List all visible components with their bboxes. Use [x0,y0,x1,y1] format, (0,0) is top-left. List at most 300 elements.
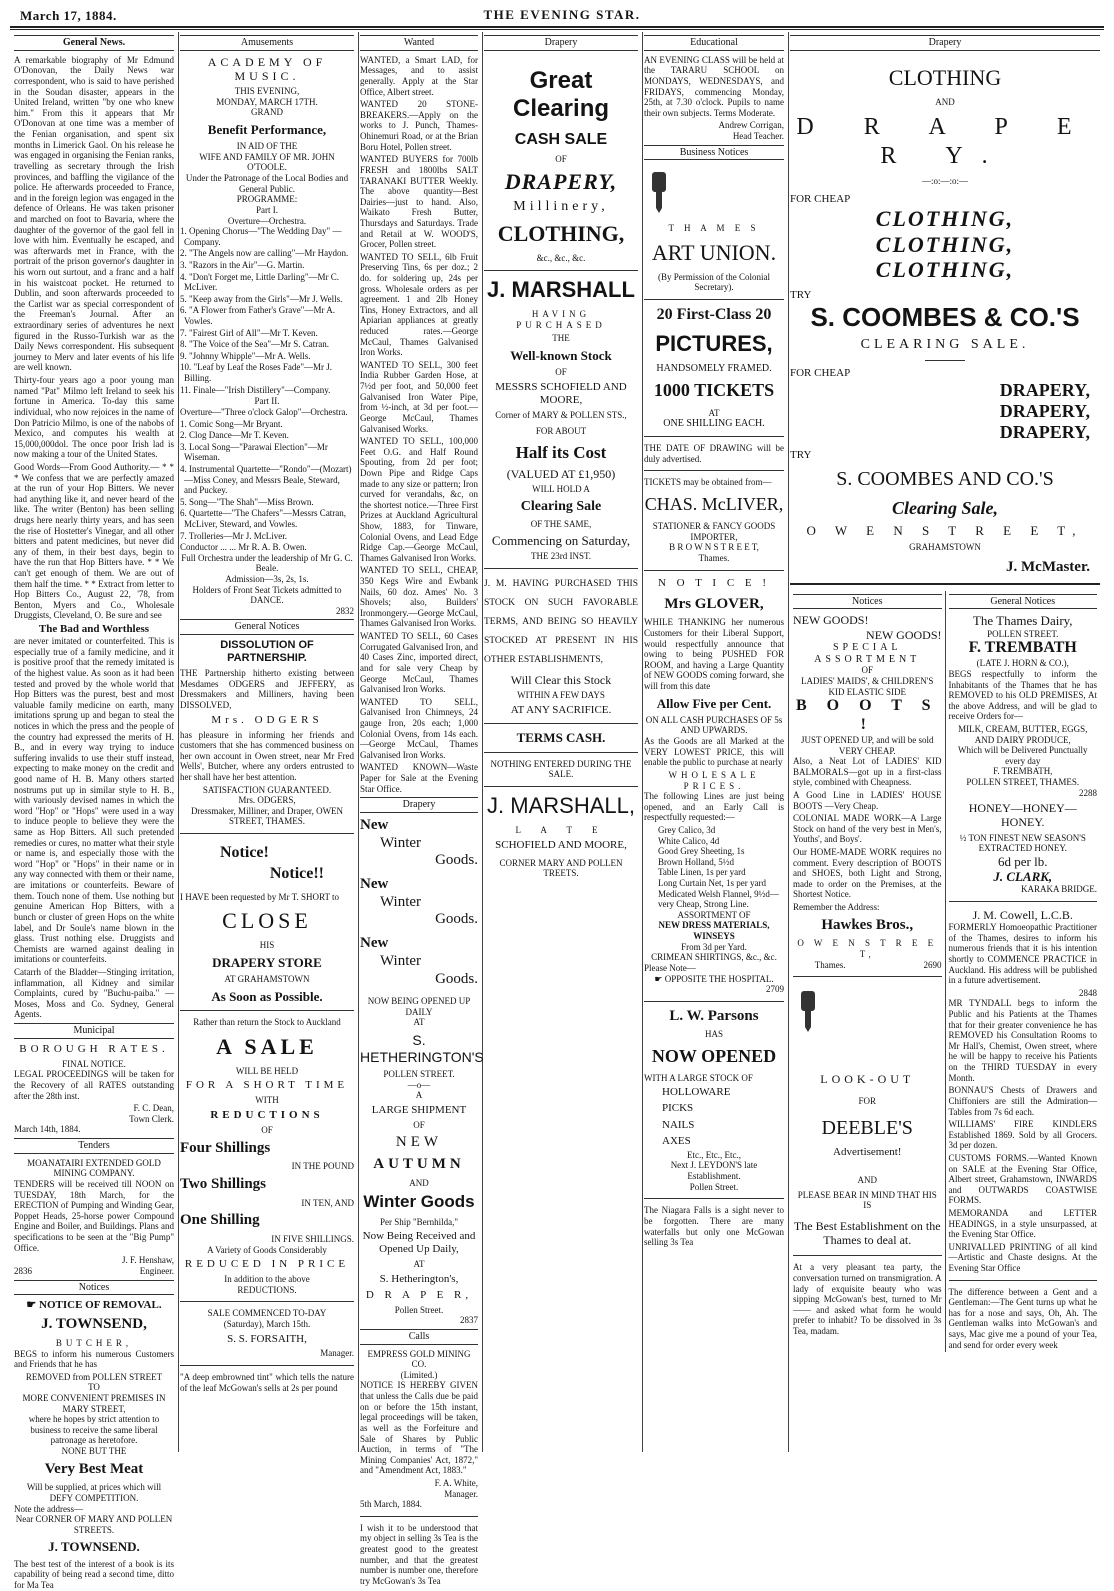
new-4: NEW [395,1134,443,1151]
this-evening: THIS EVENING, [234,86,300,97]
j-marshall-2: J. MARSHALL, [487,792,635,818]
wanted-ad: WANTED TO SELL, 6lb Fruit Preserving Tins, 6s per doz.; 2 do. for soldering up, 24s per gross. Wholesale orders as per agreement. 1 and 2lb Honey Tins, Honey Extractors, and all Apiarian appliances at greatly reduced rates.—George McCaul, Thames Galvanised Iron Works. [360,251,478,358]
jm-cowell: J. M. Cowell, L.C.B. [972,908,1073,922]
his-word: HIS [259,940,275,951]
goods-3: Goods. [435,970,478,987]
section-tenders: Tenders [14,1138,174,1154]
removal-line-3: MORE CONVENIENT PREMISES IN MARY STREET, [22,1393,166,1414]
jm-purchased: J. M. HAVING PURCHASED THIS STOCK ON SUCH FAVORABLE TERMS, AND BEING SO HEAVILY STOCKED AT PRESENT IN HIS OTHER ESTABLISHMENTS, [484,578,638,665]
otoole-family: WIFE AND FAMILY OF MR. JOHN O'TOOLE. [199,151,335,173]
removal-line-7: Note the address— [14,1503,83,1514]
removal-title: ☛ NOTICE OF REMOVAL. [26,1299,162,1312]
article-catarrh: Catarrh of the Bladder—Stinging irritation, inflammation, all Kidney and similar Complaints, cured by "Buchu-paiba." —Moses, Moss and Co. Sydney, General Agents. [14,966,174,1020]
notice-label: N O T I C E ! [657,576,771,589]
calls-body: NOTICE IS HEREBY GIVEN that unless the Calls due be paid on or before the 15th instant, legal proceedings will be taken, as well as the Forfeiture and Sale of Shares by Public Auction, in terms of "The Mining Companies' Act, 1872," and "Amendment Act, 1883." [360,1380,478,1476]
wanted-ad: WANTED KNOWN—Waste Paper for Sale at the Evening Star Office. [360,762,478,794]
etc-label: Etc., Etc., Etc., [687,1149,741,1160]
within-few-days: WITHIN A FEW DAYS [517,689,605,700]
new-1: New [360,817,389,834]
column-2 [180,32,359,1452]
customs-forms: CUSTOMS FORMS.—Wanted Known on SALE at the Evening Star Office, Albert street, Grahamstown, INWARDS and OUTWARDS COASTWISE FORMS. [948,1152,1097,1206]
newspaper-title: THE EVENING STAR. [483,7,641,22]
column-6 [790,32,1100,1452]
wholesale-prices: WHOLESALE PRICES. [668,769,760,791]
section-drapery-2: Drapery [484,35,638,51]
nothing-entered: NOTHING ENTERED DURING THE SALE. [490,758,632,780]
variety-goods: A Variety of Goods Considerably [207,1244,327,1255]
hetherington-2: S. Hetherington's, [379,1272,459,1285]
and-label: AND [935,96,955,107]
pointing-hand-icon [644,170,674,214]
section-general-notices: General Notices [180,619,354,635]
remember-address: Remember the Address: [793,902,880,913]
clearing-sale: Clearing Sale [520,498,602,514]
final-notice: FINAL NOTICE. [62,1058,126,1069]
programme-item: 4. Instrumental Quartette—"Rondo"—(Mozart)—Miss Coney, and Messrs Beale, Steward, and Puckey. [180,463,352,496]
col3-footer: I wish it to be understood that my object in selling 3s Tea is the greatest good to the greatest number, and that the greatest number is number one, therefore try McGowan's 3s Tea [360,1522,478,1586]
wanted-ad: WANTED TO SELL, 100,000 Feet O.G. and Half Round Spouting, from 2d per foot; Down Pipe and Ridge Caps made to any size or pattern; Iron curved for verandahs, &c, on the shortest notice.—Three First Prizes at Auckland Agricultural Show, 1883, for Tinware, Colonial Ovens, and Lead Edge Ridge Cap.—George McCaul, Thames Galvanised Iron Works. [360,436,478,563]
at-label: AT [413,1017,425,1028]
s-coombes: S. COOMBES & CO.'S [810,302,1080,333]
please-note: Please Note— [644,962,696,973]
section-wanted: Wanted [360,35,478,51]
two-shillings: Two Shillings [180,1175,267,1192]
pointing-hand-icon: ☛ [26,1299,40,1312]
following-lines: The following Lines are just being opened, and an Early Call is respectfully requested:— [644,791,784,823]
wanted-ad: WANTED TO SELL, 300 feet India Rubber Garden Hose, at 7½d per foot, and 50,000 feet Galvanised Iron Water Pipe, from ½-inch, at 3d per foot.—George McCaul, Thames Galvanised Works. [360,359,478,434]
col5-footer: The Niagara Falls is a sight never to be forgotten. There are many waterfalls but only one McGowan selling 3s Tea [644,1205,784,1248]
date-of-drawing: THE DATE OF DRAWING will be duly advertised. [644,443,784,464]
great-clearing: Great Clearing [512,66,610,123]
hetherington: S. HETHERINGTON'S [360,1032,484,1065]
programme-part-2 [180,407,354,541]
for-short-time: FOR A SHORT TIME [185,1079,349,1092]
for-cheap: FOR CHEAP [790,192,851,205]
brown-street: B R O W N S T R E E T, [669,542,759,553]
with-large-stock: WITH A LARGE STOCK OF [644,1073,753,1084]
goods-1: Goods. [435,852,478,869]
tender-company: MOANATAIRI EXTENDED GOLD MINING COMPANY. [27,1157,161,1179]
of-word: OF [261,1125,273,1135]
list-item: Good Grey Sheeting, 1s [658,846,745,857]
divider: —o— [407,1079,431,1090]
mrs-odgers: Mrs. ODGERS [211,713,323,726]
section-general-notices-2: General Notices [949,594,1098,610]
please-bear: PLEASE BEAR IN MIND THAT HIS IS [797,1189,937,1211]
will-hold: WILL HOLD A [532,484,590,495]
winter-goods: Winter Goods [363,1192,475,1212]
the-label: THE [552,333,570,344]
section-amusements: Amusements [180,35,354,51]
programme-item: 1. Comic Song—Mr Bryant. [180,418,283,429]
per-ship: Per Ship "Bernhilda," [379,1216,459,1227]
list-item: Medicated Welsh Flannel, 9½d—very Cheap, Strong Line. [658,888,779,910]
townsend-signature: J. TOWNSEND. [48,1539,140,1555]
evening-class: AN EVENING CLASS will be held at the TARARU SCHOOL on MONDAYS, WEDNESDAYS, and FRIDAYS, commencing Monday, 25th, at 7.30 o'clock. Pupils to name their own subjects. Terms Moderate. [644,54,784,118]
list-item: Table Linen, 1s per yard [658,867,746,878]
winter-2: Winter [380,893,422,910]
millinery: Millinery, [513,198,609,214]
thames-dairy: The Thames Dairy, [972,613,1073,629]
stationer: STATIONER & FANCY GOODS IMPORTER, [652,521,776,542]
general-notices-sub [946,591,1101,1353]
draper: D R A P E R, [365,1288,473,1301]
notice-2: Notice!! [269,864,324,882]
list-item: Grey Calico, 3d [658,824,716,835]
clothing: CLOTHING, [497,221,625,247]
dissolution-body: THE Partnership hitherto existing between Mesdames ODGERS and JEFFERY, as Dressmakers and Milliners, having been DISSOLVED, [180,668,354,711]
programme-item: 7. Trolleries—Mr J. McLiver. [180,530,287,541]
programme-item: 7. "Fairest Girl of All"—Mr T. Keven. [180,327,318,338]
cash-purchases: ON ALL CASH PURCHASES OF 5s AND UPWARDS. [645,714,783,736]
programme-item: 11. Finale—"Irish Distillery"—Company. [180,384,331,395]
thames-label: T H A M E S [668,223,760,234]
removal-line-5: NONE BUT THE [61,1446,127,1457]
j-marshall: J. MARSHALL [487,276,635,302]
has-label: HAS [704,1029,723,1040]
issue-date: March 17, 1884. [20,8,117,23]
section-drapery: Drapery [360,797,478,813]
coombes-and-co: S. COOMBES AND CO.'S [836,468,1054,491]
assortment: ASSORTMENT OF [677,909,751,920]
article-odonovan: A remarkable biography of Mr Edmund O'Donovan, the Daily News war correspondent, who is said to have perished in the Soudan disaster, appears in the United Ireland, written "by one who knew him." From this it appears that Mr O'Donovan at one time was a member of the Fenian organisation, and spent six months in Limerick Gaol. On his release he was engaged in organising the Fenian ranks, travelling as secretary through the Irish provinces, and baffling the vigilance of the police. He afterwards proceeded to France, and in the foreign legion was engaged in the defence of Orleans. He was taken prisoner and marched on foot to Bavaria, where the daughter of the governor of the gaol fell in love with him. Eventually he escaped, and was afterwards met in France, with the portrait of the prison governor's daughter in his worn out surtout, and a franc and a half in his waistcoat pocket. He returned to Dublin, and soon afterwards proceeded to the Carlist war as special correspondent of the Freeman's Journal. After an extraordinary series of adventures he next figured in the Russo-Turkish war as the Daily News correspondent. His subsequent journey to Merv and later events of his life are well known. [14,54,174,373]
commencing: Commencing on Saturday, [491,532,631,548]
section-calls: Calls [360,1329,478,1345]
winter-3: Winter [380,952,422,969]
dairy-street: POLLEN STREET. [987,628,1059,639]
removal-body: BEGS to inform his numerous Customers and Friends that he has [14,1348,174,1370]
front-seat: Holders of Front Seat Tickets admitted to DANCE. [192,584,342,606]
thousand-tickets: 1000 TICKETS [653,380,775,401]
col6b-footer: The difference between a Gent and a Gentleman:—The Gent turns up what he has for a nose and says, Oh, Ah. The Gentleman walks into McGowan's and says, Mac give me a pound of your Tea, and send for order every week [948,1286,1097,1350]
clothing-3: CLOTHING, [875,257,1015,283]
wanted-ad: WANTED 20 STONE-BREAKERS.—Apply on the works to J. Punch, Thames-Ohinemuri Road, or at the Brian Boru Hotel, Pollen street. [360,99,478,152]
programme-item: 5. "Keep away from the Girls"—Mr J. Wells. [180,293,343,304]
grand-label: GRAND [250,107,283,118]
programme-item: 4. "Don't Forget me, Little Darling"—Mr C. McLiver. [180,271,340,293]
programme-label: PROGRAMME: [236,194,298,205]
of-label: OF [555,154,567,165]
next-leydon: Next J. LEYDON'S late Establishment. [670,1160,758,1182]
overture-1: Overture—Orchestra. [227,215,307,226]
clothing-heading: CLOTHING [888,64,1002,90]
will-clear: Will Clear this Stock [510,672,612,687]
cowell-number: 2848 [1079,987,1097,998]
try-label-2: TRY [790,449,812,462]
part-2-label: Part II. [254,396,280,407]
col2-footer: "A deep embrowned tint" which tells the nature of the leaf McGowan's sells at 2s per pound [180,1372,354,1393]
at-label-2: AT [413,1259,425,1270]
section-municipal: Municipal [14,1023,174,1039]
clearing-sale-italic: Clearing Sale, [891,497,998,518]
limited: (Limited.) [400,1369,438,1380]
unrivalled-printing: UNRIVALLED PRINTING of all kind —Artistic and Chaste designs. At the Evening Star Office [948,1241,1097,1274]
rates-body: LEGAL PROCEEDINGS will be taken for the Recovery of all RATES outstanding after the 28th inst. [14,1069,174,1101]
late-horn: (LATE J. HORN & CO.), [976,658,1069,669]
colonial-work: COLONIAL MADE WORK—A Large Stock on hand of the very best in Men's, Youths', and Boys'. [793,813,942,845]
tender-role: Engineer. [139,1265,174,1276]
permission: (By Permission of the Colonial Secretary). [658,271,770,293]
section-business: Business Notices [644,145,784,161]
heading-bad-worthless: The Bad and Worthless [38,623,150,636]
crimean: CRIMEAN SHIRTINGS, &c., &c. [651,952,777,963]
list-item: AXES [662,1135,691,1148]
tender-body: TENDERS will be received till NOON on TUESDAY, 18th March, for the ERECTION of Pumping and Winding Gear, Poppet Heads, 25-horse power Compound Engine and Boiler, and Buildings. Plans and specifications to be seen at the "Big Pump" Office. [14,1179,174,1253]
tyndall: MR TYNDALL begs to inform the Public and his Patients at the Thames that for their greater convenience he has REMOVED his Consultation Rooms to Mr Hall's, Chemist, Owen street, where he will be happy to receive his Patients on the THIRD TUESDAY in every Month. [948,998,1097,1083]
drapery-number: 2837 [460,1315,478,1326]
masthead-rule [10,26,1104,30]
goods-marked: As the Goods are all Marked at the VERY LOWEST PRICE, this will enable the public to purchase at nearly [644,736,784,768]
column-1 [14,32,179,1590]
townsend-trade: BUTCHER, [55,1337,133,1348]
j-clark: J. CLARK, [993,869,1053,885]
removal-line-1: REMOVED from POLLEN STREET [25,1371,163,1382]
admission: Admission—3s, 2s, 1s. [225,574,309,585]
pollen-street: Pollen Street. [689,1181,739,1192]
edu-role: Head Teacher. [732,131,784,142]
orchestra: Full Orchestra under the leadership of Mr G. C. Beale. [181,552,353,574]
programme-item: 6. "A Flower from Father's Grave"—Mr A. Vowles. [180,305,335,327]
odgers-trade: Dressmaker, Milliner, and Draper, OWEN STREET, THAMES. [190,805,344,827]
a-sale: A SALE [216,1033,318,1059]
late: L A T E [515,824,607,835]
column-3 [360,32,484,1586]
notice-1: Notice! [220,844,269,862]
autumn: AUTUMN [373,1156,465,1173]
deebles: DEEBLE'S [821,1116,913,1139]
a-label: A [415,1090,423,1101]
article-milmo: Thirty-four years ago a poor young man named "Pat" Milmo left Ireland to seek his fortune in America. To-day this same individual, who now rejoices in the name of Don Patricio Milmo, is one of the nabobs of Mexico, and computes his wealth at 15,000,000dol. The once poor Irish lad is now making a tour of the United States. [14,375,174,460]
programme-item: 1. Opening Chorus—"The Wedding Day" —Company. [180,226,342,247]
any-sacrifice: AT ANY SACRIFICE. [510,704,612,717]
drapery-word: DRAPERY, [504,168,618,194]
honey: HONEY—HONEY—HONEY. [968,801,1077,830]
townsend-name: J. TOWNSEND, [41,1316,147,1333]
of-label: OF [861,665,873,676]
notice-body: I HAVE been requested by Mr T. SHORT to [180,891,340,902]
in-aid-of: IN AID OF THE [236,141,298,152]
forsaith-role: Manager. [320,1348,354,1359]
satisfaction: SATISFACTION GUARANTEED. [202,784,332,795]
wanted-ad: WANTED, a Smart LAD, for Messages, and to assist generally. Apply at the Star Office, Albert street. [360,54,478,97]
for-about: FOR ABOUT [535,426,587,437]
programme-item: 2. "The Angels now are calling"—Mr Haydon. [180,248,349,259]
advertisement: Advertisement! [833,1146,902,1159]
best-establishment: The Best Establishment on the Thames to deal at. [793,1218,941,1248]
boots: B O O T S ! [795,697,939,734]
part-1-label: Part I. [256,204,278,215]
empress-title: EMPRESS GOLD MINING CO. [367,1348,471,1370]
programme-item: 3. Local Song—"Parawai Election"—Mr Wiseman. [180,441,328,463]
one-shilling: One Shilling [180,1212,260,1229]
in-five: IN FIVE SHILLINGS. [271,1233,354,1244]
calls-role: Manager. [444,1488,478,1499]
owen-street: O W E N S T R E E T, [806,523,1084,539]
karaka-bridge: KARAKA BRIDGE. [1020,884,1097,895]
ladies-boots: LADIES' MAIDS', & CHILDREN'S KID ELASTIC SIDE [801,675,934,697]
williams-kindlers: WILLIAMS' FIRE KINDLERS Established 1869. Sold by all Grocers. 3d per dozen. [948,1119,1097,1151]
borough-rates-title: BOROUGH RATES. [19,1042,169,1055]
one-shilling-each: ONE SHILLING EACH. [663,418,765,430]
special-assortment: SPECIAL ASSORTMENT [814,641,921,665]
col1-footer: The best test of the interest of a book is its capability of being read a second time, ditto for Ma Tea [14,1558,174,1590]
of-the-same: OF THE SAME, [530,519,592,530]
from-price: From 3d per Yard. [681,941,747,952]
close-word: CLOSE [222,908,312,934]
forsaith: S. S. FORSAITH, [227,1332,307,1345]
chas-mcliver: CHAS. McLIVER, [644,493,784,514]
handsomely-framed: HANDSOMELY FRAMED. [656,362,772,374]
art-union: ART UNION. [651,239,777,265]
article-imitations: are never imitated or counterfeited. This is especially true of a family medicine, and it is positive proof that the remedy imitated is of the highest value. As soon as it had been tested and proved by the whole world that Hop Bitters was the purest, best and most valuable family medicine on earth, many imitations sprung up and began to steal the notices in which the press and the people of the country had expressed the merits of H. B., and in every way trying to induce suffering invalids to use their stuff instead, expecting to make money on the credit and good name of H. B. Many others started nostrums put up in similar style to H. B., with variously devised names in which the word "Hop" or "Hops" were used in a way to induce people to believe they were the same as Hop Bitters. All such pretended remedies or cures, no matter what their style or name is, and especially those with the word "Hop" or "Hops" in their name or in any way connected with them or their name, are imitations or counterfeits. Beware of them. Touch none of them. Use nothing but genuine American Hop Bitters, with a bunch or cluster of green Hops on the white label, and Dr Soule's name blown in the glass. Trust nothing else. Druggists and Chemists are warned against dealing in imitations or counterfeits. [14,636,174,965]
programme-item: 6. Quartette—"The Chafers"—Messrs Catran, McLiver, Steward, and Vowles. [180,508,347,529]
for-cheap-2: FOR CHEAP [790,366,851,379]
rather-than-return: Rather than return the Stock to Auckland [193,1017,341,1028]
programme-item: Overture—"Three o'clock Galop"—Orchestra. [180,406,348,417]
clearing-sale-label: CLEARING SALE. [860,337,1030,353]
mrs-glover: Mrs GLOVER, [664,595,764,612]
list-item: White Calico, 4d [658,835,720,846]
twenty-first-class: 20 First-Class 20 [656,305,772,323]
four-shillings: Four Shillings [180,1139,271,1156]
half-its-cost: Half its Cost [515,442,607,462]
event-date: MONDAY, MARCH 17TH. [216,96,318,107]
drapery-3: DRAPERY, [999,422,1090,443]
programme-item: 9. "Johnny Whipple"—Mr A. Wells. [180,350,311,361]
hawkes-number: 2690 [923,959,942,970]
new-3: New [360,935,389,952]
ton-honey: ½ TON FINEST NEW SEASON'S EXTRACTED HONEY. [959,832,1086,854]
drapery-store: DRAPERY STORE [212,955,322,971]
cash-sale: CASH SALE [514,131,608,149]
glover-body: WHILE THANKING her numerous Customers for their Liberal Support, would respectfully announce that owing to being PUSHED FOR ROOM, and having a Large Quantity of NEW GOODS coming forward, she will from this date [644,617,784,691]
programme-item: 2. Clog Dance—Mr T. Keven. [180,430,289,441]
home-made: Our HOME-MADE WORK requires no comment. Every description of BOOTS and SHOES, both Light and Strong, made to order on the Premises, at the Shortest Notice. [793,847,942,900]
bonnau: BONNAU'S Chests of Drawers and Chiffoniers are still the Admiration—Tables from 7s 6d each. [948,1085,1097,1117]
removal-line-6: Will be supplied, at prices which will DEFY COMPETITION. [26,1482,162,1503]
terms-cash: TERMS CASH. [516,730,606,746]
removal-line-2: TO [88,1382,100,1393]
column-4 [484,32,643,1452]
will-be-held: WILL BE HELD [235,1065,299,1076]
list-item: Brown Holland, 5½d [658,856,734,867]
date-23rd: THE 23rd INST. [530,551,592,562]
town-clerk-role: Town Clerk. [129,1113,174,1124]
patronage: Under the Patronage of the Local Bodies and General Public. [185,173,349,194]
programme-item: 10. "Leaf by Leaf the Roses Fade"—Mr J. Billing. [180,362,333,384]
goods-2: Goods. [435,911,478,928]
odgers-signature: Mrs. ODGERS, [238,795,296,806]
valued: (VALUED AT £1,950) [506,466,616,481]
clothing-2: CLOTHING, [875,231,1015,257]
notices-sub [790,591,946,1353]
calls-date: 5th March, 1884. [360,1499,422,1510]
odgers-body: has pleasure in informing her friends and customers that she has commenced business on her own account in Owen street, near Mr Fred Wells', Butcher, where any orders entrusted to her shall have her best attention. [180,729,354,783]
of-label-2: OF [555,367,567,378]
divider: —:o:—:o:— [921,175,968,186]
programme-item: 5. Song—"The Shah"—Miss Brown. [180,496,314,507]
corner: Corner of MARY & POLLEN STS., [495,409,627,420]
sale-commenced: SALE COMMENCED TO-DAY [207,1308,327,1319]
and-label: AND [409,1177,429,1188]
drapery-1: DRAPERY, [999,379,1090,400]
new-goods-1: NEW GOODS! [793,613,869,628]
clothing-1: CLOTHING, [875,205,1015,231]
list-item: PICKS [662,1102,694,1115]
in-ten: IN TEN, AND [301,1197,354,1208]
bottom-split [790,591,1100,1353]
wanted-ad: WANTED TO SELL, CHEAP, 350 Kegs Wire and Ewbank Nails, 60 doz. Ames' No. 3 Shovels; also, Builders' Ironmongery.—George McCaul, Thames Galvanised Iron Works. [360,565,478,629]
grahamstown: GRAHAMSTOWN [909,542,981,553]
f-trembath: F. TREMBATH [968,639,1077,657]
column-5 [644,32,789,1452]
corner-mary-pollen: CORNER MARY AND POLLEN TREETS. [499,857,623,879]
amusement-number: 2832 [336,605,354,616]
lw-parsons: L. W. Parsons [669,1007,759,1024]
schofield-moore: MESSRS SCHOFIELD AND MOORE, [495,380,627,406]
at-grahamstown: AT GRAHAMSTOWN [224,974,310,985]
j-mcmaster: J. McMaster. [1006,558,1090,575]
winter-1: Winter [380,834,422,851]
tender-number: 2836 [14,1265,32,1276]
pollen-street: POLLEN STREET. [383,1069,455,1080]
try-label: TRY [790,289,812,302]
section-notices: Notices [14,1280,174,1296]
section-general-news: General News. [14,35,174,51]
trembath-sig: F. TREMBATH, [993,766,1053,777]
now-opened: NOW OPENED [651,1046,777,1067]
conductor: Conductor ... ... Mr R. A. B. Owen. [180,542,307,553]
memoranda: MEMORANDA and LETTER HEADINGS, in a style unsurpassed, at the Evening Star Office. [948,1208,1097,1240]
wanted-ad: WANTED TO SELL, 60 Cases Corrugated Galvanised Iron, and 40 Cases Zinc, imported direct, and for sale very Cheap by George McCaul, Thames Galvanised Iron Works. [360,631,478,695]
hawkes-bros: Hawkes Bros., [821,916,914,933]
benefit-performance: Benefit Performance, [207,121,327,137]
having-purchased: HAVING PURCHASED [516,308,606,330]
section-educational: Educational [644,35,784,51]
dress-materials: NEW DRESS MATERIALS, WINSEYS [658,920,770,942]
removal-line-4: where he hopes by strict attention to business to receive the same liberal patronage as heretofore. [28,1414,160,1446]
six-pence: 6d per lb. [998,853,1048,869]
tickets-obtained: TICKETS may be obtained from— [644,477,772,488]
now-opened: NOW BEING OPENED UP DAILY [367,996,471,1017]
pointing-hand-icon: ☛ [654,973,665,984]
at-label: AT [708,407,720,418]
pictures: PICTURES, [655,330,773,356]
trembath-number: 2288 [1079,787,1097,798]
opposite-hospital: ☛ OPPOSITE THE HOSPITAL. [654,973,774,984]
owen-street-2: O W E N S T R E E T, [797,938,938,959]
look-out: LOOK-OUT [820,1071,915,1086]
etc: &c., &c., &c. [536,253,586,264]
reductions-2: REDUCTIONS. [237,1284,297,1295]
new-2: New [360,876,389,893]
in-addition: In addition to the above [224,1274,310,1285]
calls-signatory: F. A. White, [434,1477,478,1488]
wanted-ad: WANTED TO SELL, Galvanised Iron Chimneys, 24 gauge Iron, 20s each; 1,000 Colonial Ovens, from 14s each.—George McCaul, Thames Galvanised Iron Works. [360,696,478,760]
new-goods-2: NEW GOODS! [866,627,942,642]
town-clerk-name: F. C. Dean, [133,1103,174,1114]
col6a-footer: At a very pleasant tea party, the conversation turned on transmigration. A lady of exquisite beauty who was sipping McGowan's best, turned to Mr —— and asked what form he would prefer to inhabit? To be dissolved in 3s Tea, madam. [793,1262,942,1336]
balmorals: Also, a Neat Lot of LADIES' KID BALMORALS—got up in a first-class style, combined with Cheapness. [793,756,942,788]
wanted-ad: WANTED BUYERS for 700lb FRESH and 1800lbs SALT TARANAKI BUTTER Weekly. The above quantity—Best Dairies—just to hand. Also, Waikato Fresh Butter, Thursdays and Saturdays. Trade and Retail at W. WOOD'S, Grocer, Pollen street. [360,154,478,250]
for-label: FOR [858,1095,876,1106]
thames-3: Thames. [814,959,846,970]
drapery-heading: D R A P E R Y. [796,114,1094,169]
reductions: REDUCTIONS [210,1109,324,1122]
reduced-in-price: REDUCED IN PRICE [184,1258,350,1271]
programme-part-1 [180,226,354,395]
list-item: Long Curtain Net, 1s per yard [658,878,766,889]
